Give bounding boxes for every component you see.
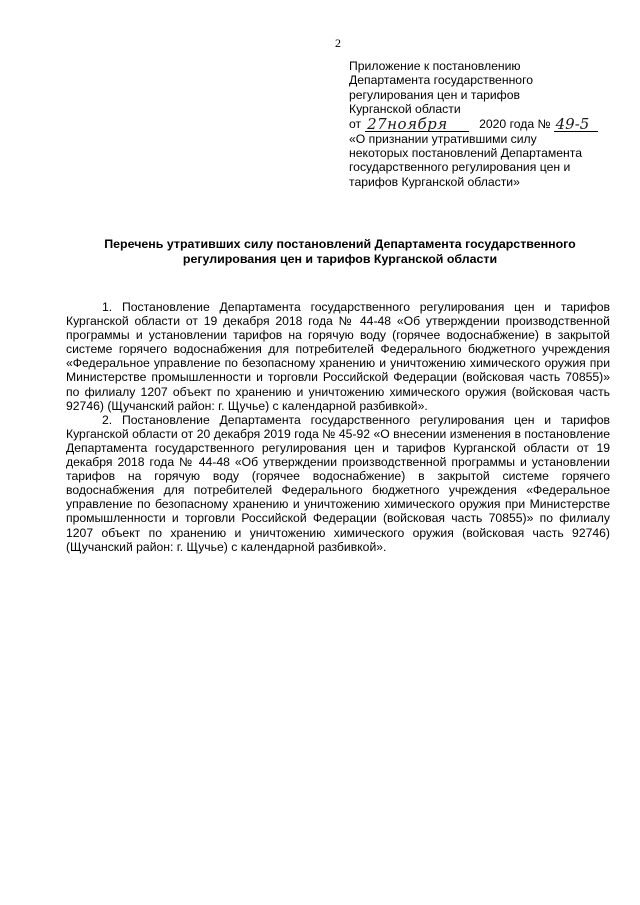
handwritten-number: 49-5 (554, 117, 598, 132)
document-body (66, 300, 610, 554)
page-number: 2 (335, 36, 341, 50)
appendix-line: Курганской области (349, 102, 461, 117)
appendix-block (349, 59, 609, 189)
list-item-paragraph: 2. Постановление Департамента государственного регулирования цен и тарифов Курганской области от 20 декабря 2019 года № 45-92 «О внесении изменения в постановление Департамента государственного регулирования цен и тарифов Курганской области от 19 декабря 2018 года № 44-48 «Об утверждении производственной программы и установлении тарифов на горячую воду (горячее водоснабжение) в закрытой системе горячего водоснабжения для потребителей Федерального бюджетного учреждения «Федеральное управление по безопасному хранению и уничтожению химического оружия при Министерстве промышленности и торговли Российской Федерации (войсковая часть 70855)» по филиалу 1207 объект по хранению и уничтожению химического оружия (войсковая часть 92746) (Щучанский район: г. Щучье) с календарной разбивкой». (66, 412, 610, 554)
appendix-date-line (349, 114, 609, 133)
appendix-line: регулирования цен и тарифов (349, 87, 520, 102)
date-prefix: от (349, 117, 362, 132)
appendix-subject-line: «О признании утратившими силу (349, 131, 537, 146)
document-title (60, 237, 620, 267)
appendix-line: Приложение к постановлению (349, 59, 521, 73)
date-suffix: 2020 года № (479, 117, 551, 132)
appendix-line: Департамента государственного (349, 73, 534, 88)
appendix-subject-line: тарифов Курганской области» (349, 174, 520, 189)
document-title-line: Перечень утративших силу постановлений Департамента государственного (104, 237, 576, 251)
document-title-line: регулирования цен и тарифов Курганской области (182, 252, 498, 266)
handwritten-date: 27ноября (365, 117, 469, 132)
appendix-subject-line: некоторых постановлений Департамента (349, 146, 583, 161)
list-item-paragraph: 1. Постановление Департамента государственного регулирования цен и тарифов Курганской области от 19 декабря 2018 года № 44-48 «Об утверждении производственной программы и установлении тарифов на горячую воду (горячее водоснабжение) в закрытой системе горячего водоснабжения для потребителей Федерального бюджетного учреждения «Федеральное управление по безопасному хранению и уничтожению химического оружия при Министерстве промышленности и торговли Российской Федерации (войсковая часть 70855)» по филиалу 1207 объект по хранению и уничтожению химического оружия (войсковая часть 92746) (Щучанский район: г. Щучье) с календарной разбивкой». (66, 300, 610, 413)
appendix-subject-line: государственного регулирования цен и (349, 160, 571, 175)
